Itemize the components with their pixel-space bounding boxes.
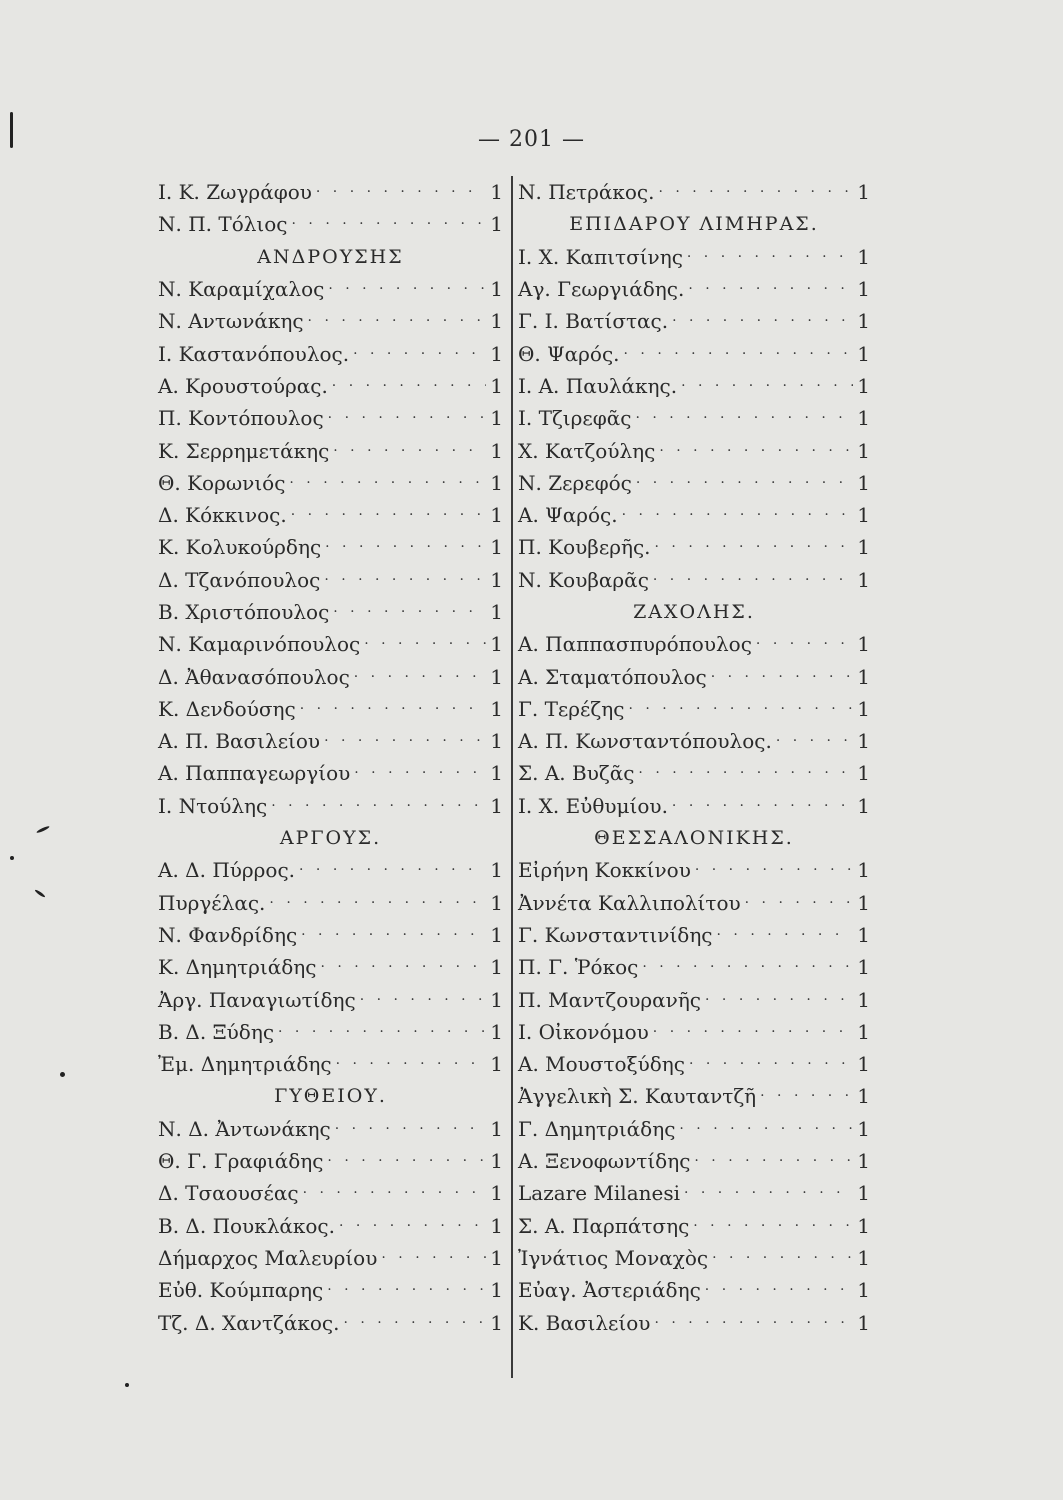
subscriber-name: Ν. Π. Τόλιος <box>158 212 288 237</box>
copies-count: 1 <box>857 1245 870 1270</box>
subscriber-row <box>518 951 870 983</box>
subscriber-name: Π. Μαντζουρανῆς <box>518 987 702 1012</box>
subscriber-row <box>518 887 870 919</box>
subscriber-row <box>518 1080 870 1112</box>
subscriber-row <box>158 305 503 337</box>
copies-count: 1 <box>490 567 503 592</box>
copies-count: 1 <box>857 858 870 883</box>
dot-leader <box>642 959 853 975</box>
dot-leader <box>684 1185 853 1201</box>
dot-leader <box>325 539 486 555</box>
dot-leader <box>653 572 853 588</box>
copies-count: 1 <box>857 341 870 366</box>
subscriber-row <box>158 337 503 369</box>
subscriber-row <box>158 628 503 660</box>
ink-speck <box>10 856 14 860</box>
dot-leader <box>316 184 486 200</box>
subscriber-name: I. Χ. Εὐθυμίου. <box>518 793 668 818</box>
subscriber-name: Ἀννέτα Καλλιπολίτου <box>518 890 741 915</box>
dot-leader <box>653 1024 853 1040</box>
dot-leader <box>303 1185 487 1201</box>
copies-count: 1 <box>490 1116 503 1141</box>
dot-leader <box>636 475 853 491</box>
copies-count: 1 <box>857 535 870 560</box>
copies-count: 1 <box>857 890 870 915</box>
copies-count: 1 <box>490 729 503 754</box>
subscriber-row <box>158 983 503 1015</box>
copies-count: 1 <box>490 600 503 624</box>
dot-leader <box>301 927 486 943</box>
dot-leader <box>694 1153 853 1169</box>
subscriber-name: Θ. Κορωνιός <box>158 470 286 495</box>
subscriber-row <box>158 1210 503 1242</box>
subscriber-row <box>518 1306 870 1338</box>
subscriber-row <box>518 1048 870 1080</box>
dot-leader <box>360 992 487 1008</box>
copies-count: 1 <box>857 1310 870 1335</box>
subscriber-row <box>158 370 503 402</box>
subscriber-row <box>158 1242 503 1274</box>
subscriber-row <box>518 370 870 402</box>
page-number: — 201 — <box>478 127 585 152</box>
dot-leader <box>291 507 487 523</box>
copies-count: 1 <box>857 567 870 592</box>
dot-leader <box>638 765 853 781</box>
copies-count: 1 <box>490 696 503 721</box>
dot-leader <box>745 895 854 911</box>
subscriber-name: Κ. Δημητριάδης <box>158 955 317 980</box>
subscriber-row <box>518 241 870 273</box>
dot-leader <box>320 959 486 975</box>
dot-leader <box>654 1315 853 1331</box>
copies-count: 1 <box>490 535 503 560</box>
subscriber-row <box>518 434 870 466</box>
copies-count: 1 <box>490 438 503 463</box>
subscriber-row <box>158 1306 503 1338</box>
subscriber-row <box>518 467 870 499</box>
copies-count: 1 <box>857 406 870 431</box>
dot-leader <box>333 604 486 620</box>
subscriber-row <box>158 1113 503 1145</box>
subscriber-name: Χ. Κατζούλης <box>518 438 656 463</box>
copies-count: 1 <box>857 1181 870 1206</box>
subscriber-row <box>518 1177 870 1209</box>
dot-leader <box>711 669 854 685</box>
dot-leader <box>327 1153 486 1169</box>
subscriber-name: I. Καστανόπουλος. <box>158 341 350 366</box>
copies-count: 1 <box>490 664 503 689</box>
subscriber-name: I. Ντούλης <box>158 793 268 818</box>
copies-count: 1 <box>490 858 503 883</box>
dot-leader <box>328 281 486 297</box>
subscriber-row <box>518 305 870 337</box>
subscriber-row <box>158 467 503 499</box>
subscriber-row <box>158 402 503 434</box>
dot-leader <box>705 992 853 1008</box>
copies-count: 1 <box>490 632 503 657</box>
ink-speck <box>34 889 46 898</box>
subscriber-row <box>518 790 870 822</box>
dot-leader <box>688 281 853 297</box>
subscriber-row <box>158 1048 503 1080</box>
subscriber-row <box>158 564 503 596</box>
subscriber-name: I. Τζιρεφᾶς <box>518 406 632 431</box>
subscriber-name: Δ. Τζανόπουλος <box>158 567 321 592</box>
section-heading: ΘΕΣΣΑΛΟΝΙΚΗΣ. <box>594 827 794 850</box>
dot-leader <box>672 798 853 814</box>
left-column <box>158 176 503 1339</box>
copies-count: 1 <box>490 1278 503 1303</box>
subscriber-name: Ν. Πετράκος. <box>518 180 655 205</box>
subscriber-name: Γ. I. Βατίστας. <box>518 309 669 334</box>
subscriber-name: Α. Δ. Πύρρος. <box>158 858 296 883</box>
subscriber-name: Γ. Δημητριάδης <box>518 1116 676 1141</box>
subscriber-name: Α. Παππαγεωργίου <box>158 761 351 786</box>
subscriber-name: Ἀργ. Παναγιωτίδης <box>158 987 356 1012</box>
subscriber-row <box>158 919 503 951</box>
dot-leader <box>289 475 486 491</box>
subscriber-row <box>158 1177 503 1209</box>
subscriber-name: I. Α. Παυλάκης. <box>518 373 678 398</box>
copies-count: 1 <box>857 696 870 721</box>
dot-leader <box>681 378 853 394</box>
subscriber-name: Γ. Κωνσταντινίδης <box>518 922 713 947</box>
subscriber-row <box>518 402 870 434</box>
dot-leader <box>712 1250 853 1266</box>
subscriber-row <box>518 919 870 951</box>
copies-count: 1 <box>857 1052 870 1077</box>
subscriber-name: Π. Γ. Ῥόκος <box>518 955 639 980</box>
copies-count: 1 <box>490 1052 503 1077</box>
subscriber-row <box>518 628 870 660</box>
dot-leader <box>624 346 854 362</box>
subscriber-name: Θ. Γ. Γραφιάδης <box>158 1149 324 1174</box>
copies-count: 1 <box>857 632 870 657</box>
copies-count: 1 <box>490 277 503 302</box>
copies-count: 1 <box>857 180 870 205</box>
subscriber-row <box>158 660 503 692</box>
subscriber-name: Αγ. Γεωργιάδης. <box>518 277 685 302</box>
ink-speck <box>60 1072 65 1077</box>
copies-count: 1 <box>490 890 503 915</box>
dot-leader <box>324 572 486 588</box>
subscriber-name: Α. Κρουστούρας. <box>158 373 328 398</box>
dot-leader <box>292 216 487 232</box>
subscriber-name: Ν. Ζερεφός <box>518 470 632 495</box>
copies-count: 1 <box>490 212 503 237</box>
subscriber-name: Ἰγνάτιος Μοναχὸς <box>518 1245 709 1270</box>
copies-count: 1 <box>490 503 503 528</box>
section-heading: ΖΑΧΟΛΗΣ. <box>633 601 755 623</box>
dot-leader <box>635 410 853 426</box>
copies-count: 1 <box>857 1116 870 1141</box>
dot-leader <box>353 346 486 362</box>
subscriber-name: Θ. Ψαρός. <box>518 341 620 366</box>
subscriber-name: Α. Π. Βασιλείου <box>158 729 321 754</box>
dot-leader <box>354 669 486 685</box>
subscriber-row <box>518 1113 870 1145</box>
copies-count: 1 <box>857 793 870 818</box>
subscriber-row <box>158 1016 503 1048</box>
section-heading: ΑΝΔΡΟΥΣΗΣ <box>257 245 404 268</box>
subscriber-name: Β. Δ. Πουκλάκος. <box>158 1213 335 1238</box>
copies-count: 1 <box>857 1019 870 1044</box>
dot-leader <box>628 701 853 717</box>
copies-count: 1 <box>490 1245 503 1270</box>
subscriber-name: Ἐμ. Δημητριάδης <box>158 1052 332 1077</box>
subscriber-row <box>158 887 503 919</box>
subscriber-row <box>518 1016 870 1048</box>
dot-leader <box>332 378 486 394</box>
subscriber-row <box>518 337 870 369</box>
copies-count: 1 <box>857 1149 870 1174</box>
subscriber-name: Τζ. Δ. Χαντζάκος. <box>158 1310 340 1335</box>
subscriber-row <box>518 1274 870 1306</box>
subscriber-name: Σ. Α. Παρπάτσης <box>518 1213 690 1238</box>
subscriber-row <box>158 790 503 822</box>
copies-count: 1 <box>857 955 870 980</box>
copies-count: 1 <box>857 309 870 334</box>
copies-count: 1 <box>490 470 503 495</box>
dot-leader <box>364 636 486 652</box>
subscriber-name: I. Οἰκονόμου <box>518 1019 649 1044</box>
dot-leader <box>689 1056 853 1072</box>
subscriber-row <box>158 757 503 789</box>
subscriber-name: Δ. Ἀθανασόπουλος <box>158 664 350 689</box>
subscriber-name: Κ. Βασιλείου <box>518 1310 651 1335</box>
subscriber-row <box>158 725 503 757</box>
copies-count: 1 <box>857 470 870 495</box>
subscriber-name: Α. Π. Κωνσταντόπουλος. <box>518 729 772 754</box>
subscriber-name: Π. Κουβερῆς. <box>518 535 651 560</box>
subscriber-row <box>158 1145 503 1177</box>
subscriber-name: Α. Παππασπυρόπουλος <box>518 632 752 657</box>
subscriber-name: Κ. Σερρημετάκης <box>158 438 330 463</box>
subscriber-row <box>518 693 870 725</box>
subscriber-row <box>518 757 870 789</box>
copies-count: 1 <box>490 987 503 1012</box>
dot-leader <box>659 443 853 459</box>
dot-leader <box>327 1282 486 1298</box>
copies-count: 1 <box>857 438 870 463</box>
subscriber-name: Α. Σταματόπουλος <box>518 664 707 689</box>
subscriber-row <box>158 596 503 628</box>
dot-leader <box>776 733 853 749</box>
dot-leader <box>705 1282 853 1298</box>
subscriber-name: Δ. Τσαουσέας <box>158 1181 299 1206</box>
copies-count: 1 <box>490 955 503 980</box>
subscriber-row <box>158 434 503 466</box>
dot-leader <box>269 895 486 911</box>
subscriber-name: Κ. Δενδούσης <box>158 696 296 721</box>
subscriber-row <box>158 854 503 886</box>
copies-count: 1 <box>857 1084 870 1109</box>
ink-speck <box>10 112 13 148</box>
subscriber-name: Ν. Αντωνάκης <box>158 309 304 334</box>
copies-count: 1 <box>490 922 503 947</box>
subscriber-name: Ν. Δ. Ἀντωνάκης <box>158 1116 331 1141</box>
dot-leader <box>679 1121 853 1137</box>
copies-count: 1 <box>490 1181 503 1206</box>
copies-count: 1 <box>490 1213 503 1238</box>
copies-count: 1 <box>490 1310 503 1335</box>
subscriber-name: Ἀγγελικὴ Σ. Καυταντζῆ <box>518 1084 757 1109</box>
copies-count: 1 <box>857 664 870 689</box>
copies-count: 1 <box>490 761 503 786</box>
copies-count: 1 <box>490 1149 503 1174</box>
subscriber-name: Εὐαγ. Ἀστεριάδης <box>518 1278 701 1303</box>
dot-leader <box>658 184 853 200</box>
subscriber-name: Γ. Τερέζης <box>518 696 625 721</box>
subscriber-row <box>518 983 870 1015</box>
subscriber-row <box>518 1145 870 1177</box>
subscriber-name: I. Κ. Ζωγράφου <box>158 180 312 205</box>
dot-leader <box>324 733 486 749</box>
subscriber-name: Lazare Milanesi <box>518 1181 680 1206</box>
dot-leader <box>354 765 486 781</box>
subscriber-name: I. Χ. Καπιτσίνης <box>518 244 683 269</box>
subscriber-row <box>158 273 503 305</box>
subscriber-row <box>158 176 503 208</box>
copies-count: 1 <box>857 987 870 1012</box>
dot-leader <box>343 1315 486 1331</box>
dot-leader <box>308 313 487 329</box>
subscriber-name: Β. Χριστόπουλος <box>158 600 330 624</box>
subscriber-row <box>518 273 870 305</box>
subscriber-row <box>158 951 503 983</box>
copies-count: 1 <box>490 309 503 334</box>
subscriber-row <box>158 1274 503 1306</box>
right-column <box>518 176 870 1339</box>
ink-speck <box>125 1383 129 1387</box>
subscriber-name: Ν. Κουβαρᾶς <box>518 567 649 592</box>
subscriber-row <box>518 1242 870 1274</box>
copies-count: 1 <box>857 761 870 786</box>
subscriber-row <box>158 208 503 240</box>
section-heading: ΓΥΘΕΙΟΥ. <box>274 1085 387 1108</box>
subscriber-row <box>518 660 870 692</box>
subscriber-name: Πυργέλας. <box>158 890 266 915</box>
subscriber-row <box>518 499 870 531</box>
subscriber-name: Δήμαρχος Μαλευρίου <box>158 1245 378 1270</box>
subscriber-name: Κ. Κολυκούρδης <box>158 535 322 560</box>
dot-leader <box>335 1121 487 1137</box>
subscriber-name: Α. Ξενοφωντίδης <box>518 1149 691 1174</box>
copies-count: 1 <box>490 180 503 205</box>
dot-leader <box>717 927 854 943</box>
subscriber-name: Ν. Καμαρινόπουλος <box>158 632 361 657</box>
dot-leader <box>333 443 486 459</box>
dot-leader <box>695 862 853 878</box>
dot-leader <box>328 410 487 426</box>
section-heading: ΕΠΙΔΑΡΟΥ ΛΙΜΗΡΑΣ. <box>569 213 819 236</box>
copies-count: 1 <box>857 922 870 947</box>
subscriber-name: Ν. Φανδρίδης <box>158 922 298 947</box>
copies-count: 1 <box>490 373 503 398</box>
subscriber-row <box>158 531 503 563</box>
subscriber-row <box>518 1210 870 1242</box>
copies-count: 1 <box>490 1019 503 1044</box>
dot-leader <box>760 1088 853 1104</box>
subscriber-name: Α. Ψαρός. <box>518 503 618 528</box>
copies-count: 1 <box>857 373 870 398</box>
subscriber-row <box>158 693 503 725</box>
dot-leader <box>300 701 487 717</box>
copies-count: 1 <box>490 793 503 818</box>
subscriber-row <box>518 564 870 596</box>
subscriber-row <box>518 176 870 208</box>
copies-count: 1 <box>857 277 870 302</box>
subscriber-name: Α. Μουστοξύδης <box>518 1052 685 1077</box>
copies-count: 1 <box>490 341 503 366</box>
subscriber-name: Εἰρήνη Κοκκίνου <box>518 858 691 883</box>
subscriber-name: Ν. Καραμίχαλος <box>158 277 325 302</box>
copies-count: 1 <box>857 244 870 269</box>
subscriber-name: Π. Κοντόπουλος <box>158 406 324 431</box>
dot-leader <box>339 1218 486 1234</box>
ink-speck <box>36 825 50 834</box>
dot-leader <box>271 798 486 814</box>
dot-leader <box>672 313 853 329</box>
copies-count: 1 <box>857 1213 870 1238</box>
copies-count: 1 <box>857 503 870 528</box>
dot-leader <box>336 1056 487 1072</box>
dot-leader <box>693 1218 853 1234</box>
subscriber-row <box>518 531 870 563</box>
subscriber-row <box>518 854 870 886</box>
subscriber-name: Β. Δ. Ξύδης <box>158 1019 275 1044</box>
subscriber-name: Σ. Α. Βυζᾶς <box>518 761 635 786</box>
dot-leader <box>687 249 853 265</box>
subscriber-row <box>518 725 870 757</box>
copies-count: 1 <box>490 406 503 431</box>
dot-leader <box>299 862 486 878</box>
subscriber-name: Δ. Κόκκινος. <box>158 503 287 528</box>
subscriber-row <box>158 499 503 531</box>
copies-count: 1 <box>857 729 870 754</box>
section-heading: ΑΡΓΟΥΣ. <box>279 827 382 850</box>
subscriber-name: Εὐθ. Κούμπαρης <box>158 1278 324 1303</box>
copies-count: 1 <box>857 1278 870 1303</box>
dot-leader <box>655 539 854 555</box>
dot-leader <box>622 507 854 523</box>
dot-leader <box>381 1250 486 1266</box>
dot-leader <box>278 1024 486 1040</box>
column-divider <box>511 176 513 1378</box>
dot-leader <box>756 636 853 652</box>
